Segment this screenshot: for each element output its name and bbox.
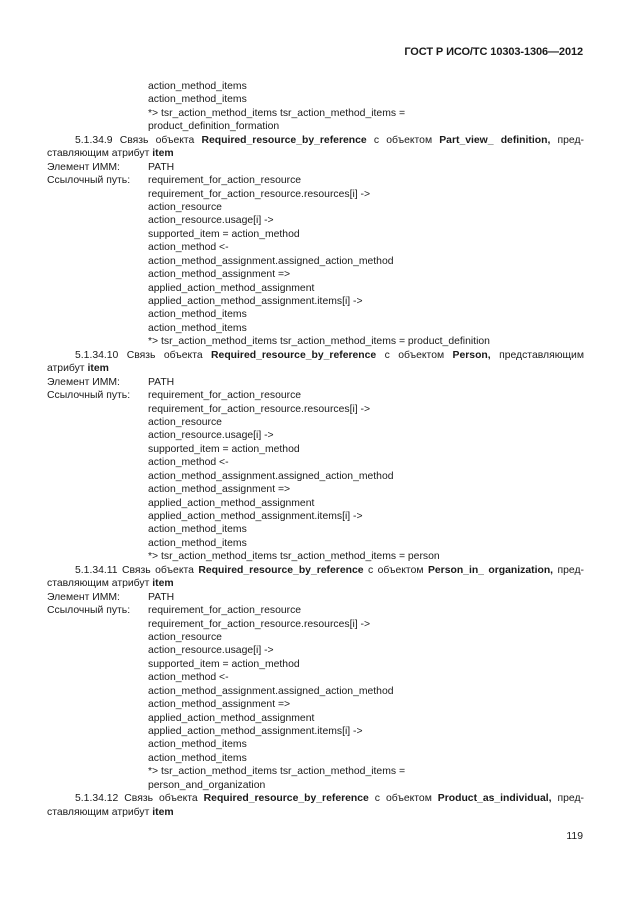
element-row (47, 376, 584, 389)
path-line: action_resource (148, 631, 222, 643)
element-label: Элемент ИММ: (47, 591, 120, 603)
ref-path-label: Ссылочный путь: (47, 390, 131, 402)
path-line: action_method_items (148, 537, 247, 549)
path-line: action_method_assignment => (148, 699, 291, 711)
path-line: applied_action_method_assignment.items[i] -> (148, 726, 363, 737)
heading-cont-text: атрибут (47, 363, 88, 375)
path-line: action_method <- (148, 672, 229, 684)
path-line: *> tsr_action_method_items tsr_action_method_items = person (148, 551, 440, 563)
attribute-name: item (152, 806, 174, 818)
heading-tail: пред- (550, 134, 584, 146)
attribute-name: item (152, 148, 174, 160)
path-line: applied_action_method_assignment.items[i] -> (148, 296, 363, 307)
path-line: requirement_for_action_resource.resources[i] -> (148, 188, 371, 200)
entity-name: Required_resource_by_reference (201, 134, 367, 146)
connector-text: с объектом (363, 564, 428, 576)
attribute-name: item (87, 363, 109, 375)
path-line: action_method_items (148, 524, 247, 536)
connector-text: с объектом (366, 134, 440, 146)
section-heading (47, 349, 584, 362)
path-line: action_method_assignment.assigned_action_method (148, 470, 394, 482)
path-line: action_method_items (148, 739, 247, 751)
element-row (47, 591, 584, 604)
target-entity-name: Product_as_individual, (437, 793, 552, 805)
path-line: requirement_for_action_resource.resources[i] -> (148, 618, 371, 630)
section-heading-cont (47, 577, 584, 590)
element-label: Элемент ИММ: (47, 376, 120, 388)
section-heading-cont (47, 806, 584, 819)
element-row (47, 161, 584, 174)
path-line: *> tsr_action_method_items tsr_action_method_items = product_definition (148, 336, 490, 348)
target-entity-name: Person, (452, 349, 491, 361)
section-heading (47, 792, 584, 805)
element-value: PATH (148, 161, 175, 173)
path-line: applied_action_method_assignment (148, 712, 315, 724)
path-text: requirement_for_action_resource (148, 605, 302, 617)
path-line: action_method_assignment.assigned_action_method (148, 255, 394, 267)
path-text: requirement_for_action_resource (148, 175, 302, 187)
path-line: applied_action_method_assignment (148, 497, 315, 509)
path-line: person_and_organization (148, 779, 266, 791)
element-value: PATH (148, 376, 175, 388)
section-heading (47, 564, 584, 577)
path-line: action_method_assignment => (148, 484, 291, 496)
element-value: PATH (148, 591, 175, 603)
section-heading (47, 134, 584, 147)
path-line: supported_item = action_method (148, 658, 300, 670)
path-line: *> tsr_action_method_items tsr_action_method_items = (148, 107, 406, 119)
section-number-text: 5.1.34.10 Связь объекта (75, 349, 212, 361)
ref-path-row (47, 604, 584, 617)
path-line: supported_item = action_method (148, 228, 300, 240)
path-line: action_method <- (148, 457, 229, 469)
heading-cont-text: ставляющим атрибут (47, 148, 153, 160)
path-line: action_resource.usage[i] -> (148, 430, 274, 442)
section-heading-cont (47, 147, 584, 160)
path-text: requirement_for_action_resource (148, 390, 302, 402)
heading-tail: пред- (553, 564, 584, 576)
document-body (47, 80, 584, 819)
section-number-text: 5.1.34.9 Связь объекта (75, 134, 202, 146)
path-line: action_method_items (148, 752, 247, 764)
heading-cont-text: ставляющим атрибут (47, 806, 153, 818)
path-line: action_method_items (148, 322, 247, 334)
entity-name: Required_resource_by_reference (198, 564, 364, 576)
ref-path-row (47, 389, 584, 402)
section-number-text: 5.1.34.12 Связь объекта (75, 793, 204, 805)
path-line: action_method_assignment.assigned_action_method (148, 685, 394, 697)
element-label: Элемент ИММ: (47, 161, 120, 173)
heading-tail: пред- (551, 793, 584, 805)
document-header: ГОСТ Р ИСО/ТС 10303-1306—2012 (404, 46, 583, 58)
attribute-name: item (152, 578, 174, 590)
path-line: action_method_assignment => (148, 269, 291, 281)
path-line: requirement_for_action_resource.resources[i] -> (148, 403, 371, 415)
path-line: action_resource.usage[i] -> (148, 645, 274, 657)
path-line: product_definition_formation (148, 121, 280, 133)
path-line: supported_item = action_method (148, 443, 300, 455)
target-entity-name: Part_view_ definition, (439, 134, 551, 146)
section-number-text: 5.1.34.11 Связь объекта (75, 564, 199, 576)
path-line: action_resource (148, 201, 222, 213)
path-line: applied_action_method_assignment (148, 282, 315, 294)
heading-cont-text: ставляющим атрибут (47, 578, 153, 590)
entity-name: Required_resource_by_reference (211, 349, 377, 361)
section-heading-cont (47, 362, 584, 375)
ref-path-label: Ссылочный путь: (47, 605, 131, 617)
path-line: action_method_items (148, 94, 247, 106)
path-line: action_resource.usage[i] -> (148, 215, 274, 227)
path-line: action_method_items (148, 81, 247, 92)
path-line: action_resource (148, 416, 222, 428)
connector-text: с объектом (368, 793, 438, 805)
path-line: applied_action_method_assignment.items[i] -> (148, 511, 363, 522)
target-entity-name: Person_in_ organization, (427, 564, 554, 576)
page-number: 119 (566, 831, 583, 842)
path-line: action_method_items (148, 309, 247, 321)
path-line: *> tsr_action_method_items tsr_action_method_items = (148, 766, 406, 778)
ref-path-label: Ссылочный путь: (47, 175, 131, 187)
entity-name: Required_resource_by_reference (203, 793, 369, 805)
heading-tail: представляющим (490, 349, 584, 361)
path-line: action_method <- (148, 242, 229, 254)
connector-text: с объектом (376, 349, 453, 361)
ref-path-row (47, 174, 584, 187)
